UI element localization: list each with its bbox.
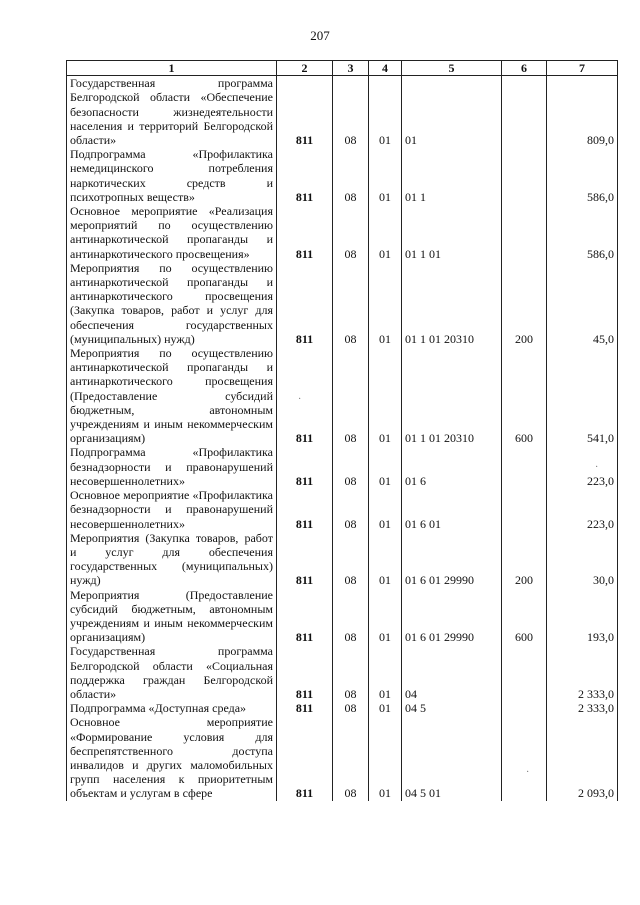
row-name-cell: Государственная программа Белгородской области «Обеспечение безопасности жизнедеятельности населения и территорий Белгородской области» xyxy=(67,76,277,148)
header-col-6: 6 xyxy=(502,61,547,76)
row-target-article: 01 6 01 xyxy=(402,488,502,531)
row-expense-type: 600 xyxy=(502,588,547,645)
row-amount: 193,0 xyxy=(547,588,618,645)
scan-speck: · xyxy=(298,394,302,405)
row-subsection: 01 xyxy=(369,204,402,261)
row-section: 08 xyxy=(333,261,369,346)
table-row xyxy=(67,204,618,261)
row-section: 08 xyxy=(333,701,369,715)
row-subsection: 01 xyxy=(369,531,402,588)
row-expense-type xyxy=(502,204,547,261)
row-target-article: 01 xyxy=(402,76,502,148)
header-row xyxy=(67,61,618,76)
row-section: 08 xyxy=(333,644,369,701)
table-body xyxy=(67,76,618,801)
row-expense-type xyxy=(502,644,547,701)
row-name-cell: Мероприятия (Предоставление субсидий бюджетным, автономным учреждениям и иным некоммерческим организациям) xyxy=(67,588,277,645)
row-ministry-code: 811 xyxy=(277,715,333,800)
row-subsection: 01 xyxy=(369,261,402,346)
row-subsection: 01 xyxy=(369,588,402,645)
row-name-cell: Основное мероприятие «Профилактика безнадзорности и правонарушений несовершеннолетних» xyxy=(67,488,277,531)
row-subsection: 01 xyxy=(369,644,402,701)
row-amount: 223,0 xyxy=(547,445,618,488)
scan-speck: · xyxy=(595,462,599,473)
header-col-5: 5 xyxy=(402,61,502,76)
row-section: 08 xyxy=(333,346,369,445)
row-amount: 2 333,0 xyxy=(547,701,618,715)
header-col-2: 2 xyxy=(277,61,333,76)
row-name-cell: Мероприятия по осуществлению антинаркотической пропаганды и антинаркотического просвещения (Закупка товаров, работ и услуг для обеспечения государственных (муниципальных) нужд) xyxy=(67,261,277,346)
row-ministry-code: 811 xyxy=(277,488,333,531)
row-target-article: 04 xyxy=(402,644,502,701)
table-row xyxy=(67,76,618,148)
row-expense-type xyxy=(502,701,547,715)
row-subsection: 01 xyxy=(369,346,402,445)
table-row xyxy=(67,346,618,445)
row-target-article: 04 5 01 xyxy=(402,715,502,800)
row-ministry-code: 811 xyxy=(277,644,333,701)
row-name-cell: Мероприятия по осуществлению антинаркотической пропаганды и антинаркотического просвещения (Предоставление субсидий бюджетным, автономным учреждениям и иным некоммерческим организациям) xyxy=(67,346,277,445)
row-subsection: 01 xyxy=(369,76,402,148)
header-col-1: 1 xyxy=(67,61,277,76)
row-target-article: 01 6 xyxy=(402,445,502,488)
row-section: 08 xyxy=(333,531,369,588)
row-amount: 30,0 xyxy=(547,531,618,588)
row-target-article: 01 1 01 xyxy=(402,204,502,261)
header-col-4: 4 xyxy=(369,61,402,76)
scan-speck: · xyxy=(526,767,530,778)
row-section: 08 xyxy=(333,445,369,488)
row-ministry-code: 811 xyxy=(277,701,333,715)
row-ministry-code: 811 xyxy=(277,445,333,488)
row-amount: 541,0 xyxy=(547,346,618,445)
table-row xyxy=(67,531,618,588)
table-row xyxy=(67,488,618,531)
row-subsection: 01 xyxy=(369,488,402,531)
row-ministry-code: 811 xyxy=(277,204,333,261)
row-amount: 45,0 xyxy=(547,261,618,346)
row-expense-type xyxy=(502,76,547,148)
row-target-article: 01 6 01 29990 xyxy=(402,531,502,588)
row-subsection: 01 xyxy=(369,445,402,488)
row-amount: 2 093,0 xyxy=(547,715,618,800)
row-ministry-code: 811 xyxy=(277,531,333,588)
row-name-cell: Подпрограмма «Профилактика немедицинского потребления наркотических средств и психотропных веществ» xyxy=(67,147,277,204)
row-name-cell: Основное мероприятие «Реализация мероприятий по осуществлению антинаркотической пропаганды и антинаркотического просвещения» xyxy=(67,204,277,261)
row-expense-type: 600 xyxy=(502,346,547,445)
row-section: 08 xyxy=(333,488,369,531)
row-amount: 2 333,0 xyxy=(547,644,618,701)
row-expense-type xyxy=(502,715,547,800)
row-target-article: 01 1 xyxy=(402,147,502,204)
table-row xyxy=(67,644,618,701)
row-ministry-code: 811 xyxy=(277,261,333,346)
row-section: 08 xyxy=(333,588,369,645)
row-target-article: 01 1 01 20310 xyxy=(402,346,502,445)
row-subsection: 01 xyxy=(369,715,402,800)
row-amount: 586,0 xyxy=(547,204,618,261)
header-col-7: 7 xyxy=(547,61,618,76)
row-name-cell: Мероприятия (Закупка товаров, работ и услуг для обеспечения государственных (муниципальных) нужд) xyxy=(67,531,277,588)
row-ministry-code: 811 xyxy=(277,147,333,204)
row-name-cell: Подпрограмма «Профилактика безнадзорности и правонарушений несовершеннолетних» xyxy=(67,445,277,488)
table-row xyxy=(67,715,618,800)
row-name-cell: Государственная программа Белгородской области «Социальная поддержка граждан Белгородской области» xyxy=(67,644,277,701)
row-expense-type xyxy=(502,445,547,488)
header-col-3: 3 xyxy=(333,61,369,76)
row-subsection: 01 xyxy=(369,147,402,204)
budget-table xyxy=(66,60,618,801)
row-ministry-code: 811 xyxy=(277,588,333,645)
row-amount: 809,0 xyxy=(547,76,618,148)
row-section: 08 xyxy=(333,147,369,204)
row-target-article: 01 6 01 29990 xyxy=(402,588,502,645)
row-target-article: 04 5 xyxy=(402,701,502,715)
row-section: 08 xyxy=(333,204,369,261)
row-amount: 586,0 xyxy=(547,147,618,204)
row-expense-type: 200 xyxy=(502,531,547,588)
table-row xyxy=(67,147,618,204)
row-expense-type xyxy=(502,488,547,531)
table-row xyxy=(67,261,618,346)
row-amount: 223,0 xyxy=(547,488,618,531)
table-row xyxy=(67,445,618,488)
table-row xyxy=(67,588,618,645)
row-ministry-code: 811 xyxy=(277,346,333,445)
row-section: 08 xyxy=(333,715,369,800)
row-name-cell: Основное мероприятие «Формирование условия для беспрепятственного доступа инвалидов и других маломобильных групп населения к приоритетным объектам и услугам в сфере xyxy=(67,715,277,800)
row-name-cell: Подпрограмма «Доступная среда» xyxy=(67,701,277,715)
row-expense-type: 200 xyxy=(502,261,547,346)
row-section: 08 xyxy=(333,76,369,148)
table-row xyxy=(67,701,618,715)
page-number: 207 xyxy=(310,28,330,43)
row-ministry-code: 811 xyxy=(277,76,333,148)
row-target-article: 01 1 01 20310 xyxy=(402,261,502,346)
row-subsection: 01 xyxy=(369,701,402,715)
row-expense-type xyxy=(502,147,547,204)
